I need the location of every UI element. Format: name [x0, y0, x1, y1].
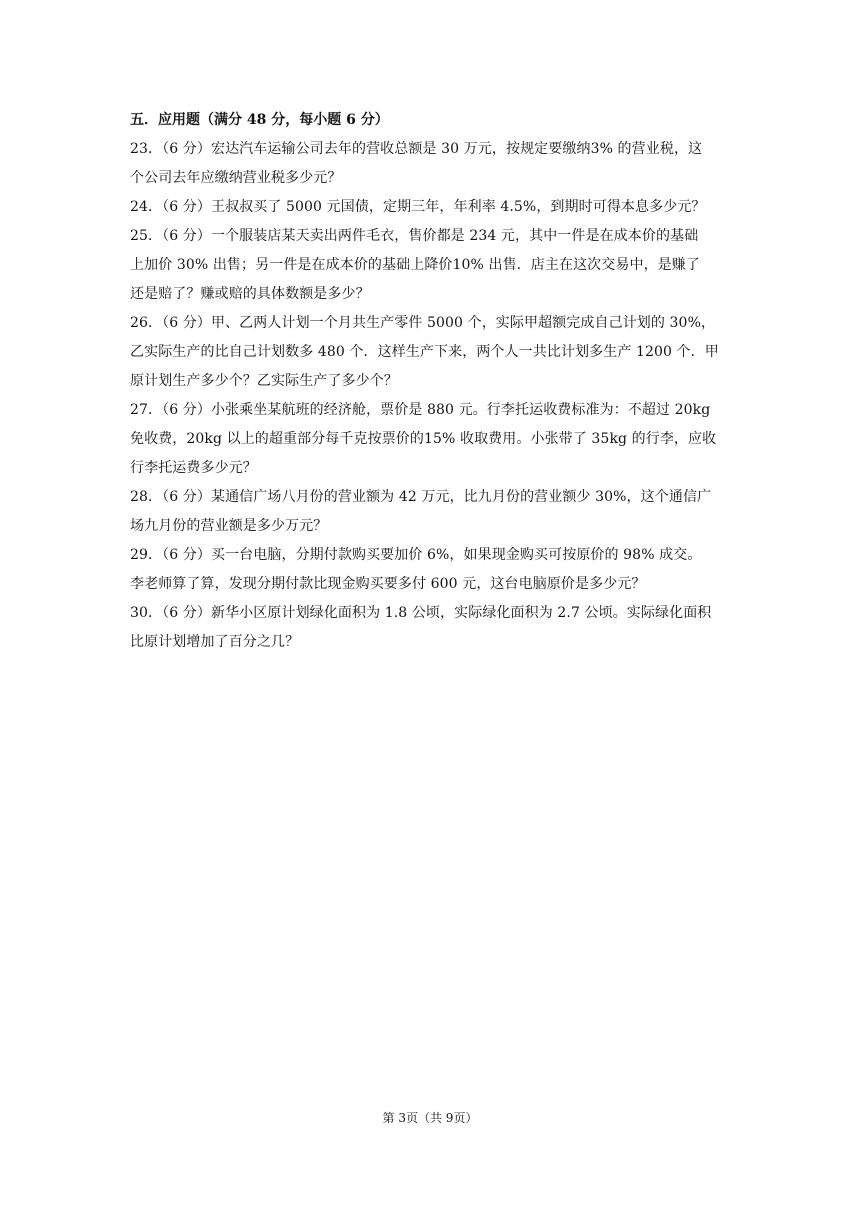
- question-line: 还是赔了？赚或赔的具体数额是多少？: [130, 286, 370, 302]
- question-line: 29．（6 分）买一台电脑，分期付款购买要加价 6%，如果现金购买可按原价的 98% 成交。: [130, 547, 702, 563]
- question-line: 26．（6 分）甲、乙两人计划一个月共生产零件 5000 个，实际甲超额完成自己计划的 30%，: [130, 315, 716, 331]
- question-29: [130, 541, 735, 599]
- question-24: [130, 193, 735, 222]
- question-line: 免收费，20kg 以上的超重部分每千克按票价的15% 收取费用。小张带了 35kg 的行李，应收: [130, 431, 717, 447]
- question-line: 原计划生产多少个？乙实际生产了多少个？: [130, 373, 398, 389]
- question-23: [130, 135, 735, 193]
- question-line: 李老师算了算，发现分期付款比现金购买要多付 600 元，这台电脑原价是多少元？: [130, 576, 646, 592]
- section-heading: 五．应用题（满分 48 分，每小题 6 分）: [130, 112, 389, 128]
- question-line: 24．（6 分）王叔叔买了 5000 元国债，定期三年，年利率 4.5%，到期时可得本息多少元？: [130, 199, 706, 215]
- question-line: 30．（6 分）新华小区原计划绿化面积为 1.8 公顷，实际绿化面积为 2.7 公顷。实际绿化面积: [130, 605, 712, 621]
- question-line: 行李托运费多少元？: [130, 460, 257, 476]
- question-line: 28．（6 分）某通信广场八月份的营业额为 42 万元，比九月份的营业额少 30%，这个通信广: [130, 489, 712, 505]
- question-line: 25．（6 分）一个服装店某天卖出两件毛衣，售价都是 234 元，其中一件是在成本价的基础: [130, 228, 699, 244]
- page-footer: 第 3页（共 9页）: [382, 1111, 478, 1125]
- question-line: 上加价 30% 出售；另一件是在成本价的基础上降价10% 出售．店主在这次交易中，是赚了: [130, 257, 700, 273]
- question-line: 个公司去年应缴纳营业税多少元？: [130, 170, 342, 186]
- question-28: [130, 483, 735, 541]
- question-25: [130, 222, 735, 309]
- question-line: 23．（6 分）宏达汽车运输公司去年的营收总额是 30 万元，按规定要缴纳3% 的营业税，这: [130, 141, 703, 157]
- question-line: 乙实际生产的比自己计划数多 480 个．这样生产下来，两个人一共比计划多生产 1200 个．甲: [130, 344, 719, 360]
- question-line: 场九月份的营业额是多少万元？: [130, 518, 328, 534]
- exam-page: [130, 106, 735, 657]
- question-line: 比原计划增加了百分之几？: [130, 634, 300, 650]
- question-26: [130, 309, 735, 396]
- question-27: [130, 396, 735, 483]
- question-30: [130, 599, 735, 657]
- question-line: 27．（6 分）小张乘坐某航班的经济舱，票价是 880 元。行李托运收费标准为：不超过 20kg: [130, 402, 711, 418]
